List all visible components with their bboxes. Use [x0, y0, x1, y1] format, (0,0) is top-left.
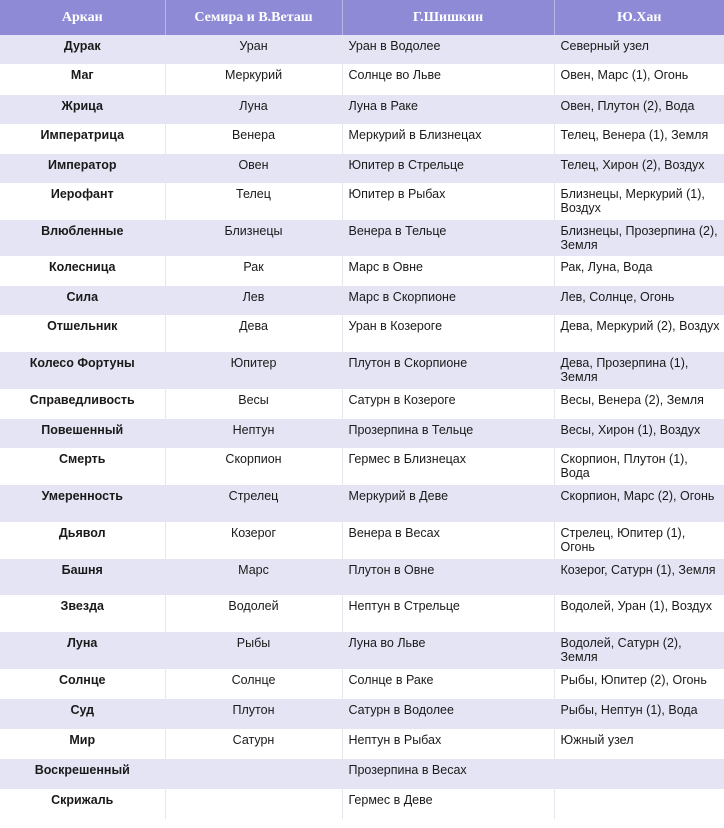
- cell-arcana: Жрица: [0, 95, 165, 124]
- table-row: [0, 183, 724, 220]
- cell-arcana: Иерофант: [0, 183, 165, 220]
- cell-shishkin: Плутон в Скорпионе: [342, 352, 554, 389]
- table-row: [0, 286, 724, 315]
- cell-semira-vetash: Юпитер: [165, 352, 342, 389]
- cell-khan: Весы, Хирон (1), Воздух: [554, 419, 724, 448]
- cell-khan: Северный узел: [554, 35, 724, 64]
- table-row: [0, 789, 724, 819]
- cell-arcana: Луна: [0, 632, 165, 669]
- cell-semira-vetash: Плутон: [165, 699, 342, 729]
- cell-shishkin: Марс в Скорпионе: [342, 286, 554, 315]
- cell-arcana: Воскрешенный: [0, 759, 165, 789]
- table-row: [0, 632, 724, 669]
- cell-semira-vetash: [165, 759, 342, 789]
- cell-semira-vetash: Дева: [165, 315, 342, 352]
- table-row: [0, 559, 724, 595]
- cell-shishkin: Меркурий в Деве: [342, 485, 554, 522]
- cell-khan: Дева, Прозерпина (1), Земля: [554, 352, 724, 389]
- table-row: [0, 485, 724, 522]
- table-row: [0, 448, 724, 485]
- cell-shishkin: Луна во Льве: [342, 632, 554, 669]
- cell-shishkin: Венера в Весах: [342, 522, 554, 559]
- cell-arcana: Маг: [0, 64, 165, 95]
- cell-semira-vetash: Уран: [165, 35, 342, 64]
- cell-shishkin: Уран в Водолее: [342, 35, 554, 64]
- table-row: [0, 124, 724, 154]
- table-row: [0, 389, 724, 419]
- cell-shishkin: Юпитер в Стрельце: [342, 154, 554, 183]
- cell-shishkin: Нептун в Стрельце: [342, 595, 554, 632]
- cell-khan: Лев, Солнце, Огонь: [554, 286, 724, 315]
- cell-shishkin: Марс в Овне: [342, 256, 554, 286]
- cell-semira-vetash: Луна: [165, 95, 342, 124]
- cell-khan: Скорпион, Плутон (1), Вода: [554, 448, 724, 485]
- cell-semira-vetash: Водолей: [165, 595, 342, 632]
- cell-khan: [554, 789, 724, 819]
- table-row: [0, 419, 724, 448]
- cell-khan: Телец, Хирон (2), Воздух: [554, 154, 724, 183]
- cell-shishkin: Прозерпина в Тельце: [342, 419, 554, 448]
- cell-arcana: Сила: [0, 286, 165, 315]
- cell-shishkin: Прозерпина в Весах: [342, 759, 554, 789]
- cell-arcana: Влюбленные: [0, 220, 165, 256]
- table-row: [0, 759, 724, 789]
- cell-shishkin: Солнце в Раке: [342, 669, 554, 699]
- table-row: [0, 522, 724, 559]
- table-row: [0, 95, 724, 124]
- cell-arcana: Скрижаль: [0, 789, 165, 819]
- cell-khan: Козерог, Сатурн (1), Земля: [554, 559, 724, 595]
- table-row: [0, 64, 724, 95]
- cell-arcana: Справедливость: [0, 389, 165, 419]
- cell-shishkin: Сатурн в Водолее: [342, 699, 554, 729]
- cell-khan: Овен, Плутон (2), Вода: [554, 95, 724, 124]
- cell-semira-vetash: Рак: [165, 256, 342, 286]
- cell-semira-vetash: Скорпион: [165, 448, 342, 485]
- cell-khan: Рыбы, Нептун (1), Вода: [554, 699, 724, 729]
- cell-khan: [554, 759, 724, 789]
- cell-arcana: Дурак: [0, 35, 165, 64]
- cell-arcana: Император: [0, 154, 165, 183]
- cell-arcana: Дьявол: [0, 522, 165, 559]
- header-khan: Ю.Хан: [554, 0, 724, 35]
- header-shishkin: Г.Шишкин: [342, 0, 554, 35]
- cell-semira-vetash: Рыбы: [165, 632, 342, 669]
- cell-semira-vetash: Марс: [165, 559, 342, 595]
- table-row: [0, 315, 724, 352]
- cell-shishkin: Нептун в Рыбах: [342, 729, 554, 759]
- cell-arcana: Повешенный: [0, 419, 165, 448]
- cell-semira-vetash: Стрелец: [165, 485, 342, 522]
- cell-arcana: Смерть: [0, 448, 165, 485]
- cell-khan: Близнецы, Прозерпина (2), Земля: [554, 220, 724, 256]
- cell-semira-vetash: Овен: [165, 154, 342, 183]
- cell-khan: Водолей, Уран (1), Воздух: [554, 595, 724, 632]
- cell-shishkin: Юпитер в Рыбах: [342, 183, 554, 220]
- cell-shishkin: Уран в Козероге: [342, 315, 554, 352]
- cell-semira-vetash: Козерог: [165, 522, 342, 559]
- cell-semira-vetash: Лев: [165, 286, 342, 315]
- cell-semira-vetash: Близнецы: [165, 220, 342, 256]
- cell-khan: Близнецы, Меркурий (1), Воздух: [554, 183, 724, 220]
- cell-arcana: Суд: [0, 699, 165, 729]
- cell-semira-vetash: Весы: [165, 389, 342, 419]
- cell-khan: Овен, Марс (1), Огонь: [554, 64, 724, 95]
- cell-arcana: Мир: [0, 729, 165, 759]
- table-row: [0, 729, 724, 759]
- cell-arcana: Императрица: [0, 124, 165, 154]
- cell-shishkin: Венера в Тельце: [342, 220, 554, 256]
- table-header: [0, 0, 724, 35]
- cell-arcana: Колесница: [0, 256, 165, 286]
- cell-arcana: Солнце: [0, 669, 165, 699]
- table-row: [0, 154, 724, 183]
- header-semira-vetash: Семира и В.Веташ: [165, 0, 342, 35]
- cell-arcana: Башня: [0, 559, 165, 595]
- cell-semira-vetash: Солнце: [165, 669, 342, 699]
- table-row: [0, 595, 724, 632]
- cell-shishkin: Гермес в Деве: [342, 789, 554, 819]
- cell-semira-vetash: [165, 789, 342, 819]
- table-row: [0, 220, 724, 256]
- cell-semira-vetash: Венера: [165, 124, 342, 154]
- cell-semira-vetash: Меркурий: [165, 64, 342, 95]
- cell-arcana: Колесо Фортуны: [0, 352, 165, 389]
- table-body: [0, 35, 724, 819]
- cell-shishkin: Плутон в Овне: [342, 559, 554, 595]
- cell-shishkin: Гермес в Близнецах: [342, 448, 554, 485]
- cell-semira-vetash: Сатурн: [165, 729, 342, 759]
- cell-khan: Рыбы, Юпитер (2), Огонь: [554, 669, 724, 699]
- cell-arcana: Отшельник: [0, 315, 165, 352]
- cell-shishkin: Солнце во Льве: [342, 64, 554, 95]
- cell-shishkin: Луна в Раке: [342, 95, 554, 124]
- table-row: [0, 35, 724, 64]
- cell-khan: Водолей, Сатурн (2), Земля: [554, 632, 724, 669]
- cell-khan: Южный узел: [554, 729, 724, 759]
- table-row: [0, 256, 724, 286]
- cell-semira-vetash: Нептун: [165, 419, 342, 448]
- table-row: [0, 669, 724, 699]
- cell-shishkin: Меркурий в Близнецах: [342, 124, 554, 154]
- cell-khan: Дева, Меркурий (2), Воздух: [554, 315, 724, 352]
- cell-khan: Рак, Луна, Вода: [554, 256, 724, 286]
- cell-khan: Скорпион, Марс (2), Огонь: [554, 485, 724, 522]
- header-arcana: Аркан: [0, 0, 165, 35]
- cell-semira-vetash: Телец: [165, 183, 342, 220]
- table-row: [0, 352, 724, 389]
- cell-shishkin: Сатурн в Козероге: [342, 389, 554, 419]
- cell-khan: Телец, Венера (1), Земля: [554, 124, 724, 154]
- cell-arcana: Умеренность: [0, 485, 165, 522]
- cell-arcana: Звезда: [0, 595, 165, 632]
- table-row: [0, 699, 724, 729]
- cell-khan: Весы, Венера (2), Земля: [554, 389, 724, 419]
- header-row: [0, 0, 724, 35]
- cell-khan: Стрелец, Юпитер (1), Огонь: [554, 522, 724, 559]
